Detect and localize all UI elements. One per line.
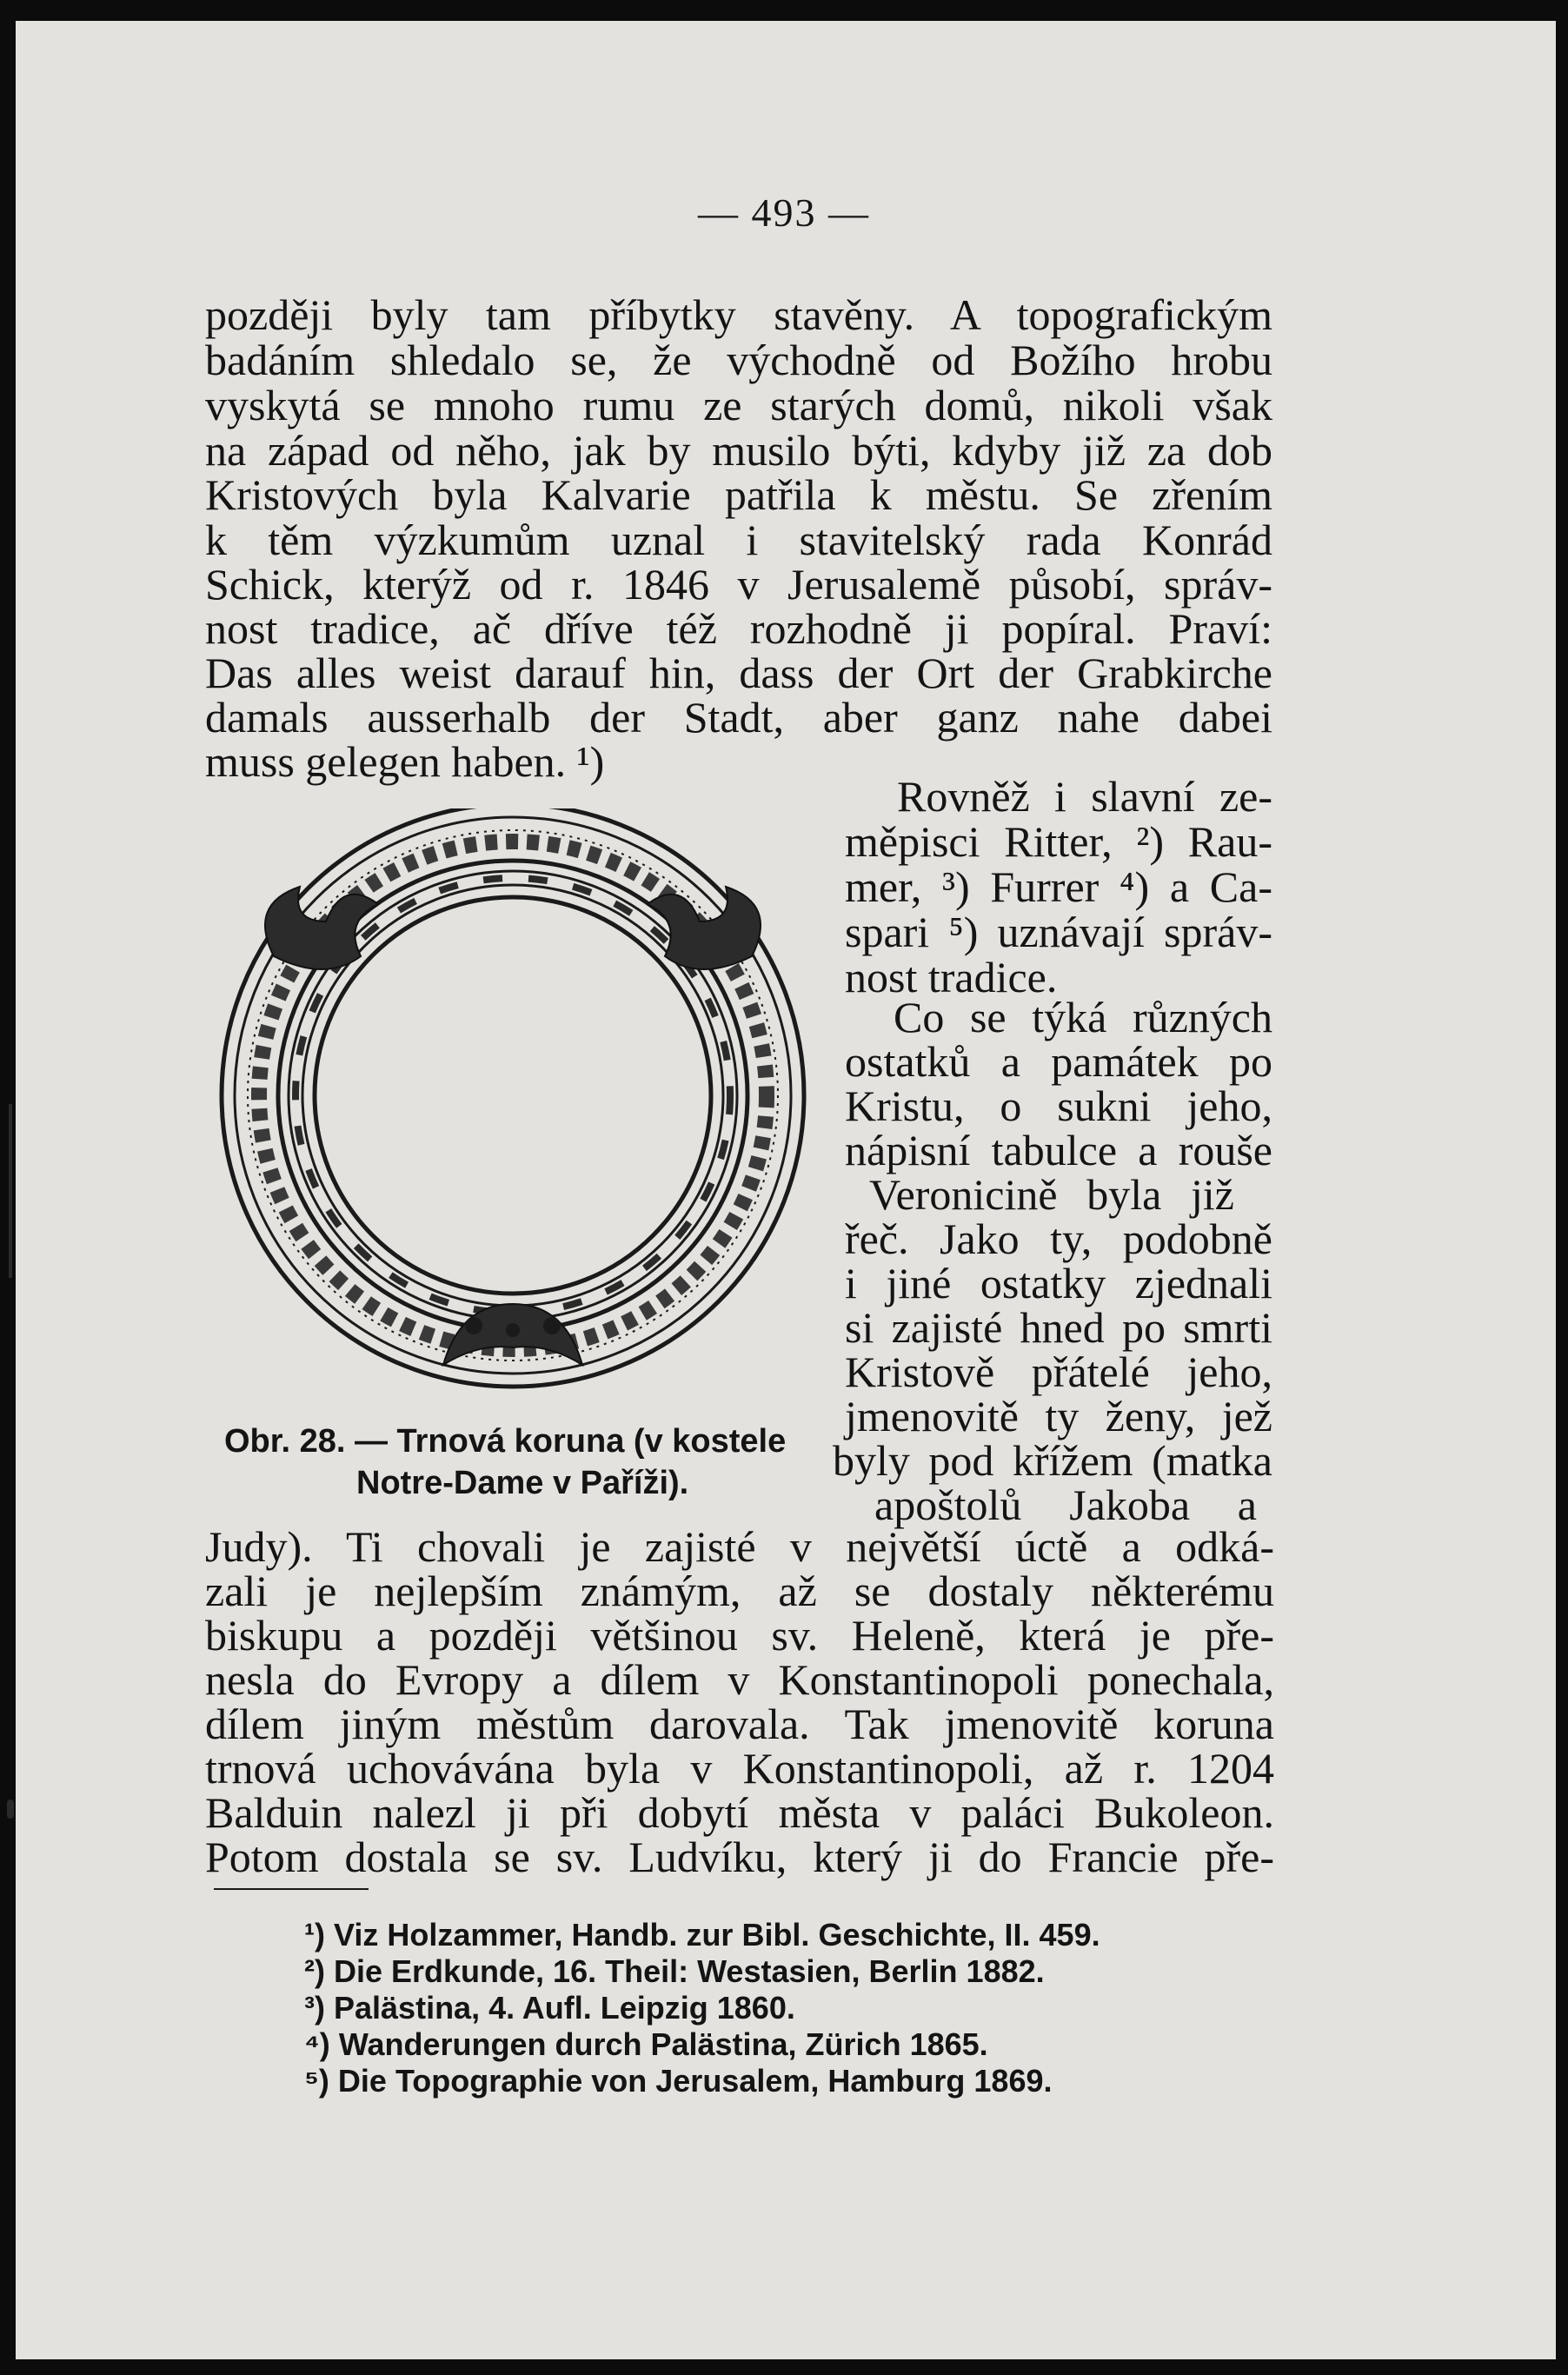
footnote-text: Die Erdkunde, 16. Theil: Westasien, Berlin 1882. <box>334 1953 1045 1989</box>
footnote <box>304 1918 1100 1953</box>
text-line: Kristově přátelé jeho, <box>845 1347 1272 1396</box>
figure-caption-line2: Notre-Dame v Paříži). <box>356 1465 689 1501</box>
footnote-text: Viz Holzammer, Handb. zur Bibl. Geschichte, II. 459. <box>334 1917 1100 1953</box>
footnote-mark: ⁴) <box>304 2026 330 2062</box>
text-line: ostatků a památek po <box>845 1037 1272 1086</box>
text-line: Potom dostala se sv. Ludvíku, který ji do Francie pře- <box>205 1833 1274 1881</box>
footnote-text: Wanderungen durch Palästina, Zürich 1865. <box>338 2026 988 2062</box>
text-line: byly pod křížem (matka <box>833 1436 1272 1485</box>
text-line: Co se týká různých <box>894 993 1272 1041</box>
text-line: damals ausserhalb der Stadt, aber ganz nahe dabei <box>205 693 1272 742</box>
footnote-divider <box>214 1888 369 1890</box>
text-line: na západ od něho, jak by musilo býti, kdyby již za dob <box>205 426 1272 475</box>
text-line: i jiné ostatky zjednali <box>845 1259 1272 1307</box>
footnote-mark: ²) <box>304 1953 325 1989</box>
text-line: Judy). Ti chovali je zajisté v největší úctě a odká- <box>205 1522 1274 1571</box>
text-line: mer, ³) Furrer ⁴) a Ca- <box>845 862 1272 911</box>
text-line: později byly tam příbytky stavěny. A topografickým <box>205 290 1272 339</box>
text-line: nápisní tabulce a rouše <box>845 1126 1272 1174</box>
footnote-mark: ³) <box>304 1990 325 2026</box>
text-line: badáním shledalo se, že východně od Božího hrobu <box>205 336 1272 384</box>
footnote <box>304 2027 988 2062</box>
footnote-text: Die Topographie von Jerusalem, Hamburg 1869. <box>337 2063 1053 2099</box>
crown-of-thorns-figure <box>213 808 821 1400</box>
text-line: jmenovitě ty ženy, jež <box>845 1392 1272 1440</box>
text-line: muss gelegen haben. ¹) <box>205 737 605 786</box>
text-line: apoštolů Jakoba a <box>874 1480 1257 1529</box>
footnote <box>304 1991 795 2026</box>
text-line: vyskytá se mnoho rumu ze starých domů, nikoli však <box>205 381 1272 429</box>
text-line: biskupu a později většinou sv. Heleně, která je pře- <box>205 1611 1274 1660</box>
text-line: Schick, kterýž od r. 1846 v Jerusalemě působí, správ- <box>205 560 1272 609</box>
footnote-text: Palästina, 4. Aufl. Leipzig 1860. <box>334 1990 795 2026</box>
figure-caption-line1: Obr. 28. — Trnová koruna (v kostele <box>224 1423 787 1460</box>
page-number: — 493 — <box>698 190 870 235</box>
text-line: měpisci Ritter, ²) Rau- <box>845 817 1272 866</box>
text-line: spari ⁵) uznávají správ- <box>845 908 1272 956</box>
text-line: k těm výzkumům uznal i stavitelský rada Konrád <box>205 516 1272 564</box>
text-line: Kristu, o sukni jeho, <box>845 1081 1272 1130</box>
text-line: Balduin nalezl ji při dobytí města v paláci Bukoleon. <box>205 1788 1274 1837</box>
text-line: Veronicině byla již <box>869 1170 1234 1219</box>
footnote <box>304 1954 1045 1989</box>
text-line: nost tradice, ač dříve též rozhodně ji popíral. Praví: <box>205 604 1272 653</box>
binding-edge <box>9 1104 12 1278</box>
footnote <box>304 2064 1053 2099</box>
text-line: Das alles weist darauf hin, dass der Ort der Grabkirche <box>205 649 1272 697</box>
footnote-mark: ⁵) <box>304 2063 329 2099</box>
text-line: trnová uchovávána byla v Konstantinopoli, až r. 1204 <box>205 1744 1274 1793</box>
text-line: si zajisté hned po smrti <box>845 1303 1272 1352</box>
text-line: zali je nejlepším známým, až se dostaly některému <box>205 1567 1274 1615</box>
text-line: Kristových byla Kalvarie patřila k městu. Se zřením <box>205 470 1272 519</box>
text-line: nesla do Evropy a dílem v Konstantinopoli ponechala, <box>205 1655 1274 1704</box>
text-line: dílem jiným městům darovala. Tak jmenovitě koruna <box>205 1700 1274 1748</box>
text-line: nost tradice. <box>845 953 1058 1001</box>
binding-edge-mark <box>7 1800 14 1819</box>
text-line: řeč. Jako ty, podobně <box>845 1214 1272 1263</box>
text-line: Rovněž i slavní ze- <box>897 772 1272 821</box>
footnote-mark: ¹) <box>304 1917 325 1953</box>
